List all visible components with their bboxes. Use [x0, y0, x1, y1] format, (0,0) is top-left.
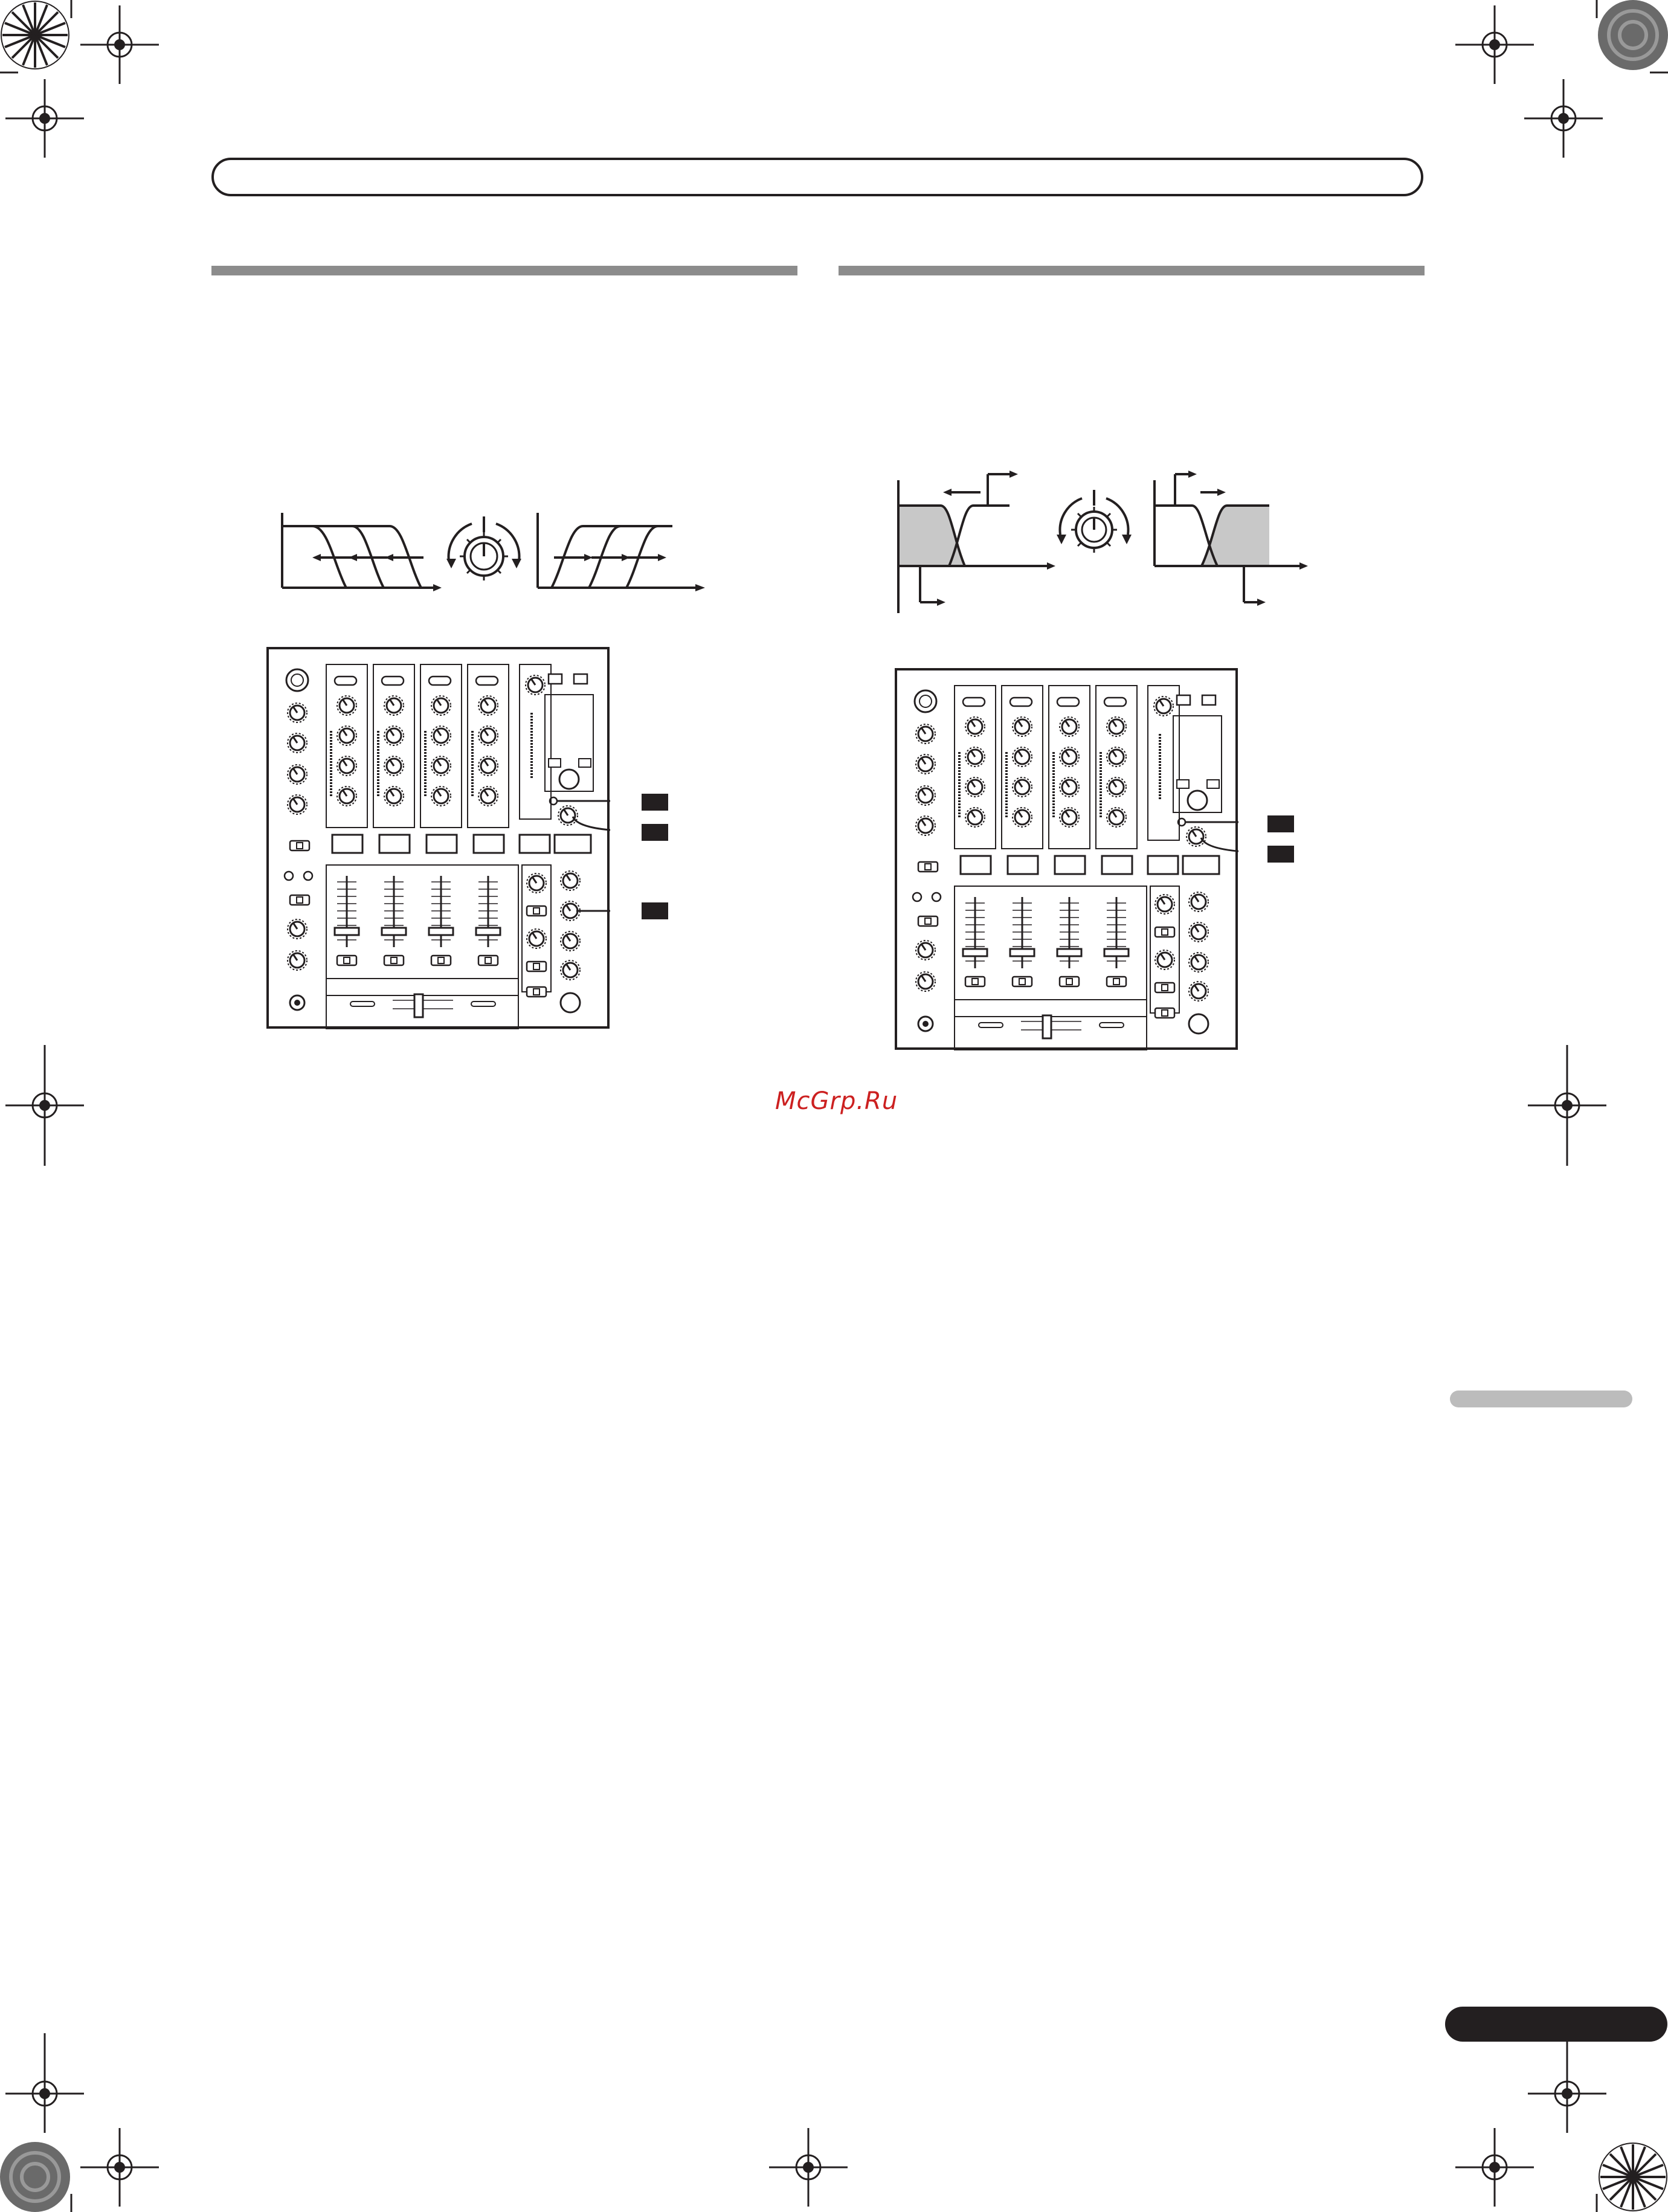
mixer-panel-left	[266, 646, 610, 1029]
callout-tag	[642, 902, 668, 919]
crosshair-icon	[1524, 79, 1603, 158]
crosshair-icon	[80, 2128, 159, 2207]
section-bar-right	[839, 266, 1425, 275]
filter-curve-diagram-left	[275, 510, 707, 595]
header-bar	[211, 158, 1423, 196]
starburst-icon	[1598, 0, 1668, 70]
crosshair-icon	[80, 5, 159, 84]
callout-tag	[642, 824, 668, 841]
watermark: McGrp.Ru	[775, 1087, 898, 1115]
rotary-knob-icon	[446, 516, 521, 580]
callout-tag	[1267, 815, 1294, 832]
rotary-knob-icon	[1057, 490, 1132, 553]
side-tab	[1450, 1391, 1632, 1407]
crosshair-icon	[769, 2128, 848, 2207]
crosshair-icon	[1455, 2128, 1534, 2207]
page-number-tab	[1445, 2007, 1667, 2042]
starburst-icon	[1599, 2143, 1667, 2211]
callout-tag	[642, 794, 668, 811]
callout-tag	[1267, 846, 1294, 863]
section-bar-left	[211, 266, 797, 275]
mixer-panel-right	[894, 667, 1238, 1050]
starburst-icon	[0, 2142, 70, 2212]
filter-band-diagram-right	[891, 462, 1314, 613]
crosshair-icon	[1455, 5, 1534, 84]
starburst-icon	[1, 1, 69, 69]
crosshair-icon	[5, 79, 84, 158]
